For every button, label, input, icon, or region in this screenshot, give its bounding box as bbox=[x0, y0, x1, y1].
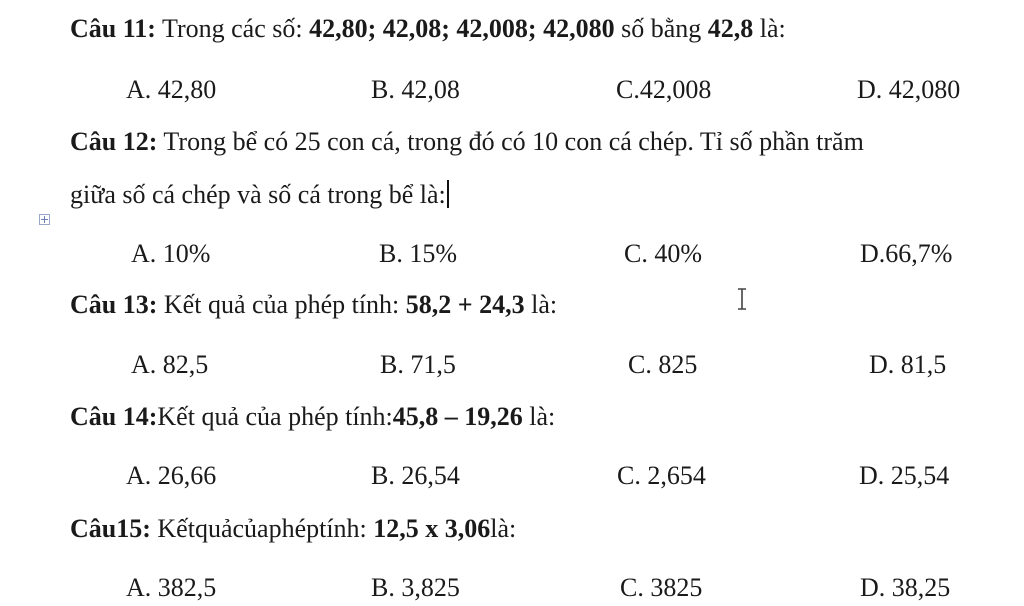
q13-option-d: D. 81,5 bbox=[869, 350, 947, 379]
question-11-text-3: là: bbox=[753, 14, 786, 43]
question-15-text-1: Kếtquảcủaphéptính: bbox=[150, 514, 374, 543]
question-13-expression: 58,2 + 24,3 bbox=[405, 290, 525, 319]
question-15-text-2: là: bbox=[490, 514, 517, 543]
q15-option-c: C. 3825 bbox=[620, 573, 703, 602]
q12-option-a: A. 10% bbox=[131, 239, 211, 268]
q15-option-b: B. 3,825 bbox=[371, 573, 460, 602]
question-14 bbox=[70, 402, 555, 432]
q13-option-a: A. 82,5 bbox=[131, 350, 209, 379]
question-11-target: 42,8 bbox=[707, 14, 754, 43]
q13-option-c: C. 825 bbox=[628, 350, 698, 379]
q14-option-a: A. 26,66 bbox=[126, 461, 217, 490]
question-12-text-2: giữa số cá chép và số cá trong bể là: bbox=[70, 180, 446, 209]
question-13 bbox=[70, 290, 557, 320]
question-15-expression: 12,5 x 3,06 bbox=[373, 514, 491, 543]
question-12 bbox=[70, 127, 864, 157]
text-caret bbox=[447, 180, 449, 208]
question-11-numbers: 42,80; 42,08; 42,008; 42,080 bbox=[309, 14, 615, 43]
question-13-label: Câu 13: bbox=[70, 290, 158, 319]
q11-option-d: D. 42,080 bbox=[857, 75, 961, 104]
question-14-label: Câu 14: bbox=[70, 402, 158, 431]
q11-option-a: A. 42,80 bbox=[126, 75, 217, 104]
q12-option-c: C. 40% bbox=[624, 239, 702, 268]
q15-option-a: A. 382,5 bbox=[126, 573, 217, 602]
q11-option-b: B. 42,08 bbox=[371, 75, 460, 104]
question-14-text-1: Kết quả của phép tính: bbox=[157, 402, 393, 431]
q13-option-b: B. 71,5 bbox=[380, 350, 456, 379]
question-15-label: Câu15: bbox=[70, 514, 151, 543]
q11-option-c: C.42,008 bbox=[616, 75, 712, 104]
question-11-text-1: Trong các số: bbox=[155, 14, 310, 43]
table-move-handle-icon[interactable] bbox=[39, 214, 50, 225]
q12-option-d: D.66,7% bbox=[860, 239, 953, 268]
question-14-expression: 45,8 – 19,26 bbox=[392, 402, 523, 431]
question-12-label: Câu 12: bbox=[70, 127, 158, 156]
question-11-label: Câu 11: bbox=[70, 14, 156, 43]
q14-option-c: C. 2,654 bbox=[617, 461, 706, 490]
question-13-text-2: là: bbox=[524, 290, 558, 319]
question-11 bbox=[70, 14, 786, 44]
q15-option-d: D. 38,25 bbox=[860, 573, 951, 602]
question-12-text-1: Trong bể có 25 con cá, trong đó có 10 con cá chép. Tỉ số phần trăm bbox=[157, 127, 864, 156]
text-ibeam-cursor-icon bbox=[736, 288, 748, 310]
question-15 bbox=[70, 514, 516, 544]
q14-option-d: D. 25,54 bbox=[859, 461, 950, 490]
question-14-text-2: là: bbox=[522, 402, 556, 431]
question-12-continued bbox=[70, 180, 449, 210]
q14-option-b: B. 26,54 bbox=[371, 461, 460, 490]
question-11-text-2: số bằng bbox=[614, 14, 708, 43]
question-13-text-1: Kết quả của phép tính: bbox=[157, 290, 406, 319]
q12-option-b: B. 15% bbox=[379, 239, 457, 268]
